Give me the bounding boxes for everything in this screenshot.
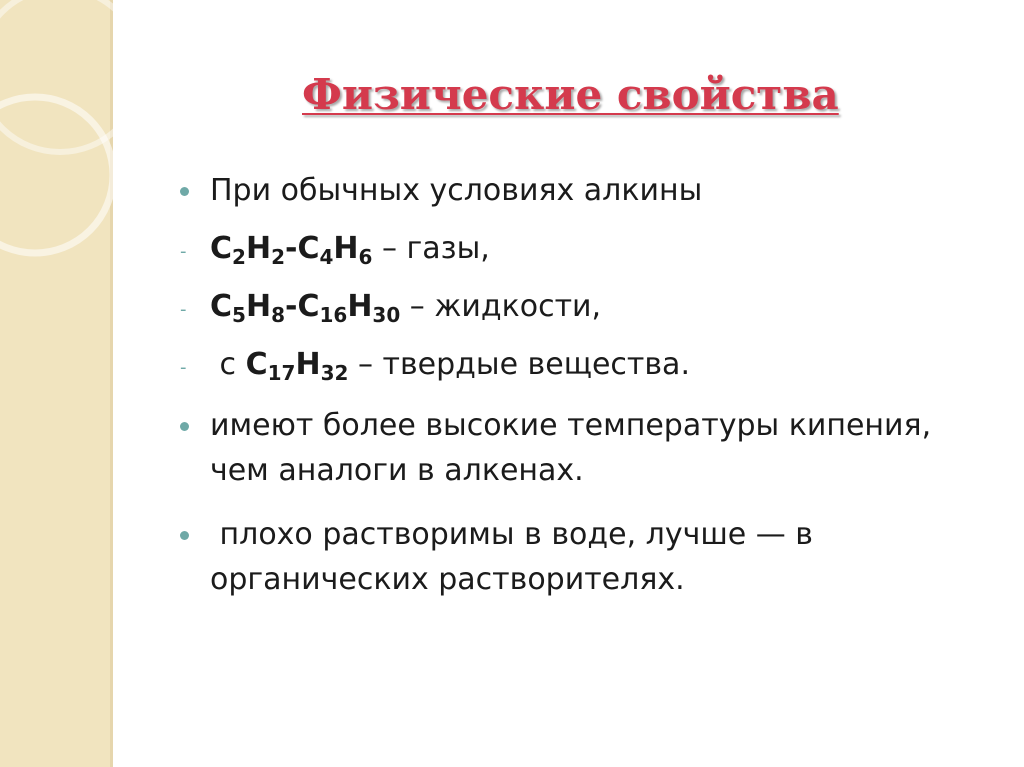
dash-item-suffix: – твердые вещества. (348, 347, 690, 382)
formula-c2h2: $C_2H_2-C_4H_6$ (210, 231, 373, 269)
bullet-text: плохо растворимы в воде, лучше — в (210, 517, 813, 552)
dash-item-text (210, 344, 690, 394)
decorative-rings (0, 0, 113, 767)
bullet-dot-icon (180, 187, 189, 196)
bullet-dot-icon (180, 422, 189, 431)
bullet-text-continued: чем аналоги в алкенах. (210, 453, 584, 488)
dash-item-suffix: – газы, (372, 231, 490, 266)
bullet-text: При обычных условиях алкины (210, 173, 703, 208)
bullet-text-continued: органических растворителях. (210, 562, 685, 597)
bullet-text: имеют более высокие температуры кипения, (210, 408, 932, 443)
formula-c17h32: $C_{17}H_{32}$ (245, 347, 349, 385)
dash-marker-icon: - (180, 241, 187, 262)
dash-marker-icon: - (180, 299, 187, 320)
dash-item-suffix: – жидкости, (400, 289, 602, 324)
bullet-dot-icon (180, 531, 189, 540)
formula-c5h8: $C_5H_8-C_{16}H_{30}$ (210, 289, 401, 327)
dash-item-prefix: с (210, 347, 246, 382)
dash-item-text (210, 286, 601, 336)
dash-item-text (210, 228, 490, 278)
slide-title: Физические свойства (302, 70, 839, 119)
dash-marker-icon: - (180, 357, 187, 378)
